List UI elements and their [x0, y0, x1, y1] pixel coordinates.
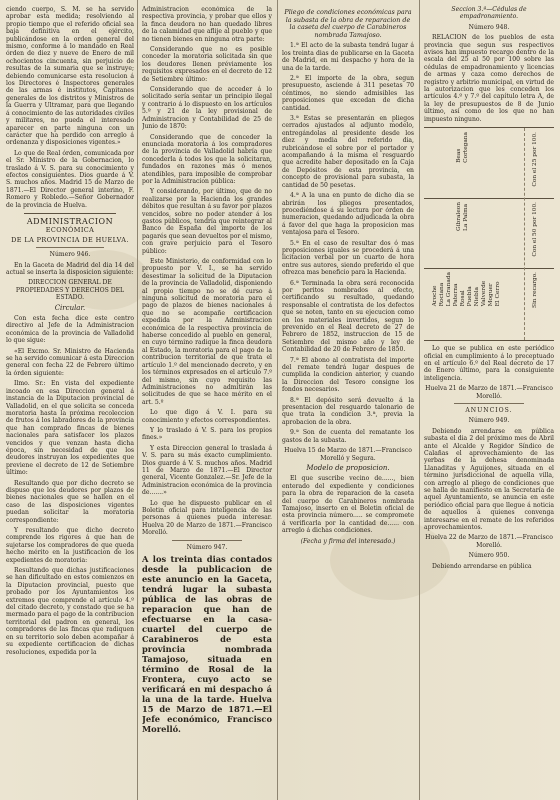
section-heading: ADMINISTRACION [26, 216, 114, 226]
paragraph: 4.ª A la una en punto de dicho dia se abrirán los pliegos presentados, procediéndose á su lectura por órden de numeracion, quedando adjudicada la obra á favor del que haga la proposicion mas ventajosa para el Tesoro. [282, 192, 414, 237]
paragraph: Lo que digo á V. I. para su conocimiento y efectos correspondientes. [142, 409, 272, 424]
paragraph: 2.ª El importe de la obra, segun presupuesto, asciende á 311 pesetas 70 céntimos, no siendo admisibles las proposiciones que excedan de dicha cantidad. [282, 75, 414, 112]
signature: Huelva 15 de Marzo de 1871.—Francisco Morelló y Segura. [284, 447, 412, 462]
table-column-header: Con el 25 por 100. [532, 132, 538, 187]
paragraph: Con esta fecha dice este centro directivo al Jefe de la Administracion económica de la provincia de Valladolid lo que sigue: [6, 315, 134, 345]
column-3 [282, 6, 414, 548]
circular-heading: Circular. [54, 303, 86, 312]
paragraph: El que suscribe vecino de......, bien enterado del expediente y condiciones para la obra de reparacion de la caseta del cuerpo de Carabineros nombrada Tamajoso, inserto en el Boletin oficial de esta provincia número..... se compromete á verificarla por la cantidad de...... con arreglo á dichas condiciones. [282, 475, 414, 535]
column-divider [137, 0, 138, 800]
paragraph: 6.ª Terminada la obra será reconocida por peritos nombrados al efecto, certificando su resultado, quedando responsable el contratista de los defectos que se noten, tanto en su ejecucion como en los materiales invertidos, segun lo prevenido en el Real decreto de 27 de Febrero de 1852, instruccion de 15 de Setiembre del mismo año y ley de Contabilidad de 20 de Febrero de 1850. [282, 279, 414, 354]
signature: Huelva 21 de Marzo de 1871.—Francisco Morelló. [425, 385, 553, 400]
towns-table [424, 127, 554, 341]
paragraph: Considerando que de acceder á lo solicitado sería sentar un principio ilegal y contrario á lo dispuesto en los artículos 5.º y 21 de la ley provisional de Administracion y Contabilidad de 25 de Junio de 1870: [142, 86, 272, 131]
table-cell: Gibraleon La Palma [456, 202, 469, 232]
paragraph: Y esta Direccion general lo traslada á V. S. para su más exacto cumplimiento. Dios guarde á V. S. muchos años. Madrid 11 de Marzo de 1871.—El Director general, Vicente Gonzalez.—Sr. Jefe de la Administracion económica de la provincia de.......» [142, 444, 272, 497]
paragraph: 9.ª Son de cuenta del rematante los gastos de la subasta. [282, 429, 414, 444]
paragraph: Debiendo arrendarse en pública [432, 562, 532, 570]
paragraph: Resultando que por dicho decreto se dispuso que los deudores por plazos de bienes nacionales que se hallen en el caso de las disposiciones vigentes puedan solicitar la moratoria correspondiente: [6, 479, 134, 524]
table-column-header: Sin recargo. [532, 272, 538, 309]
paragraph: 8.ª El depósito será devuelto á la presentacion del resguardo talonario de que trata la condicion 3.ª, previa la aprobacion de la obra. [282, 396, 414, 426]
conditions-heading: Pliego de condiciones económicas para la subasta de la obra de reparacion de la caseta del cuerpo de Carabineros nombrada Tamajoso. [284, 8, 412, 39]
paragraph: 7.ª El abono al contratista del importe del remate tendrá lugar despues de cumplida la condicion anterior, y cuando la Direccion del Tesoro consigne los fondos necesarios. [282, 356, 414, 394]
auction-notice: A los treinta dias contados desde la publicacion de este anuncio en la Gaceta, tendrá lugar la subasta pública de las obras de reparacion que han de efectuarse en la casa-cuartel del cuerpo de Carabineros de esta provincia nombrada Tamajoso, situada en término de Rosal de la Frontera, cuyo acto se verificará en mi despacho á la una de la tarde. Huelva 15 de Marzo de 1871.—El Jefe económico, Francisco Morelló. [142, 554, 272, 735]
paragraph: Debiendo arrendarse en pública subasta el dia 2 del próximo mes de Abril ante el Alcalde y Regidor Síndico de Calañas el aprovechamiento de las yerbas de la dehesa denominada Llanaditas y Aguijones, situada en el término jurisdiccional de aquella villa, con arreglo al pliego de condiciones que se halla de manifiesto en la Secretaría de aquel Ayuntamiento, se anuncia en este periódico oficial para que llegue á noticia de aquellos á quienes convenga interesarse en el remate de los referidos aprovechamientos. [424, 427, 554, 532]
section-rule [172, 540, 242, 541]
paragraph: 1.ª El acto de la subasta tendrá lugar á los treinta dias de publicarse en la Gaceta de Madrid, en mi despacho y hora de la una de la tarde. [282, 42, 414, 72]
paragraph: Y lo traslado á V. S. para los propios fines.» [142, 426, 272, 442]
paragraph: Lo que de Real órden, comunicada por el Sr. Ministro de la Gobernacion, lo traslado á V. S. para su conocimiento y efectos consiguientes. Dios guarde á V. S. muchos años. Madrid 15 de Marzo de 1871.—El Director general interino, F. Romero y Robledo.—Señor Gobernador de la provincia de Huelva. [6, 149, 134, 209]
notice-number: Número 949. [468, 417, 510, 425]
notice-number: Número 948. [468, 23, 510, 31]
signature-note: (Fecha y firma del interesado.) [300, 537, 396, 545]
notice-number: Número 950. [468, 552, 510, 560]
paragraph: «El Excmo. Sr. Ministro de Hacienda se ha servido comunicar á esta Direccion general con fecha 22 de Febrero último la órden siguiente: [6, 347, 134, 377]
paragraph: En la Gaceta de Madrid del dia 14 del actual se inserta la disposicion siguiente: [6, 261, 134, 276]
paragraph: Lo que se publica en este periódico oficial en cumplimiento á lo preceptuado en el artículo 6.º del Real decreto de 17 de Enero último, para la consiguiente inteligencia. [424, 345, 554, 382]
table-divider [424, 268, 554, 269]
table-column-header: Con el 50 por 100. [532, 202, 538, 257]
column-divider [419, 0, 420, 800]
paragraph: Considerando que no es posible conceder la moratoria solicitada sin que los deudores llenen préviamente los requisitos expresados en el decreto de 12 de Setiembre último: [142, 46, 272, 83]
notice-number: Número 946. [49, 251, 91, 259]
section-rule [24, 213, 116, 214]
paragraph: Resultando que dichas justificaciones se han dificultado en estos comienzos en la Diputacion provincial, puesto que probado por los Ayuntamientos los extremos que comprende el artículo 4.º del citado decreto, y constado que se ha mermado para el pago de la contribucion territorial del padron en general, los compradores de las fincas que radiquen en su territorio solo deben acompañar á su expediente certificacion de dichas resoluciones, expedida por la [6, 567, 134, 656]
paragraph: ciendo cuerpo, S. M. se ha servido aprobar esta medida; resolviendo al propio tiempo que el referido oficial sea baja definitiva en el ejército, publicándose en la orden general del mismo, conforme á lo mandado en Real órden de diez y nueve de Enero de mil ochocientos cincuenta, sin perjuicio de resultas de la sumaria que se instruye; debiendo comunicarse esta resolucion á los Directores é Inspectores generales de las armas é institutos, Capitanes generales de los distritos y Ministros de la Guerra y Ultramar, para que llegando á conocimiento de las autoridades civiles y militares, no pueda el interesado aparecer en parte ninguna con un carácter que ha perdido con arreglo á ordenanza y disposiciones vigentes.» [6, 6, 134, 147]
paragraph: Y considerando, por último, que de no realizarse por la Hacienda los grandes débitos que resultan á su favor por plazos vencidos, sobre no poder atender á los gastos públicos, tendría que reintegrar al Banco de España del importe de los pagarés que sean devueltos por el mismo, con grave perjuicio para el Tesoro público: [142, 188, 272, 255]
paragraph: 5.ª En el caso de resultar dos ó mas proposiciones iguales se procederá á una licitacion verbal por un cuarto de hora entre sus autores, siendo preferido el que ofrezca mas beneficio para la Hacienda. [282, 239, 414, 277]
paragraph: Y resultando que dicho decreto comprende los rigores á que han de sujetarse los compradores de que queda hecho mérito en la justificacion de los expedientes de moratoria: [6, 527, 134, 564]
section-subheading: ECONÓMICA [45, 226, 95, 235]
section-heading: Seccion 3.ª—Cédulas de empadronamiento. [451, 6, 527, 21]
column-divider [277, 0, 278, 800]
signature: Huelva 22 de Marzo de 1871.—Francisco Morelló. [425, 534, 553, 549]
table-cell: Aroche Rociana La Granada Paterna Rosal Puebla Niebla Valverde Moguer El Cerro [432, 272, 501, 307]
paragraph: Lo que he dispuesto publicar en el Boletin oficial para inteligencia de las personas á quienes pueda interesar. Huelva 20 de Marzo de 1871.—Francisco Morelló. [142, 499, 272, 537]
table-divider [524, 128, 525, 340]
column-2 [142, 6, 272, 734]
model-heading: Modelo de proposicion. [306, 463, 390, 472]
directorate-heading: DIRECCION GENERAL DE PROPIEDADES Y DERECHOS DEL ESTADO. [15, 279, 125, 302]
table-cell: Beas Cortegana [456, 132, 469, 163]
column-1 [6, 6, 134, 659]
paragraph: Este Ministerio, de conformidad con lo propuesto por V. I., se ha servido desestimar la solicitud de la Diputacion de la provincia de Valladolid, disponiendo al propio tiempo no se dé curso á ninguna solicitud de moratoria para el pago de plazos de bienes nacionales á que no se acompañe certificacion expedida por la Administracion económica de la respectiva provincia de haberse concedido al pueblo en general, en cuyo término radique la finca deudora al Estado, la moratoria para el pago de la contribucion territorial de que trata el artículo 1.º del mencionado decreto, y en los términos expresados en el artículo 7.º del mismo, sin cuyo requisito las Administraciones no admitirán las solicitudes de que se hace mérito en el art. 5.º [142, 258, 272, 406]
section-rule [454, 403, 524, 404]
paragraph: 3.ª Estas se presentarán en pliegos cerrados ajustados al adjunto modelo, entregándolas al presidente desde los diez y media del referido dia, rubricándose el sobre por el portador y acompañando á la misma el resguardo que acredite haber depositado en la Caja de Depósitos de esta provincia, en concepto de provisional para subasta, la cantidad de 50 pesetas. [282, 115, 414, 189]
table-divider [424, 198, 554, 199]
paragraph: Administracion económica de la respectiva provincia, y probar que ellos y la finca deudora no han quedado libres de la calamidad que aflije al pueblo y que no tienen bienes en ninguna otra parte: [142, 6, 272, 43]
section-heading: ANUNCIOS. [465, 406, 513, 414]
paragraph: RELACION de los pueblos de esta provincia que segun sus respectivos avisos han impuesto recargo dentro de la escala del 25 al 50 por 100 sobre las cédulas de empadronamiento y licencias de armas y caza como derechos de registro y arbitrio municipal, en virtud de la autorizacion que les conceden los artículos 4.º y 7.º del capítulo letra A, de la ley de presupuestos de 8 de Junio último, así como de los que no han impuesto ninguno. [424, 34, 554, 123]
column-4 [424, 6, 554, 573]
paragraph: Ilmo. Sr.: En vista del expediente incoado en esa Direccion general á instancia de la Diputacion provincial de Valladolid, en el que solicita se conceda moratoria hasta la próxima recoleccion de frutos á los labradores de la provincia que han comprado fincas de bienes nacionales para satisfacer los plazos vencidos y que venzan hasta dicha época, sin necesidad de que los deudores instruyan los expedientes que previene el decreto de 12 de Setiembre último: [6, 380, 134, 477]
section-subheading: DE LA PROVINCIA DE HUELVA. [11, 235, 129, 244]
section-rule [36, 247, 104, 248]
paragraph: Considerando que de conceder la enunciada moratoria á los compradores de la provincia de Valladolid habría que concederla á todos los que la solicitaran, fundados en razones más ó menos atendibles, para imposible de comprobar por la Administracion pública: [142, 133, 272, 185]
notice-number: Número 947. [186, 543, 228, 551]
